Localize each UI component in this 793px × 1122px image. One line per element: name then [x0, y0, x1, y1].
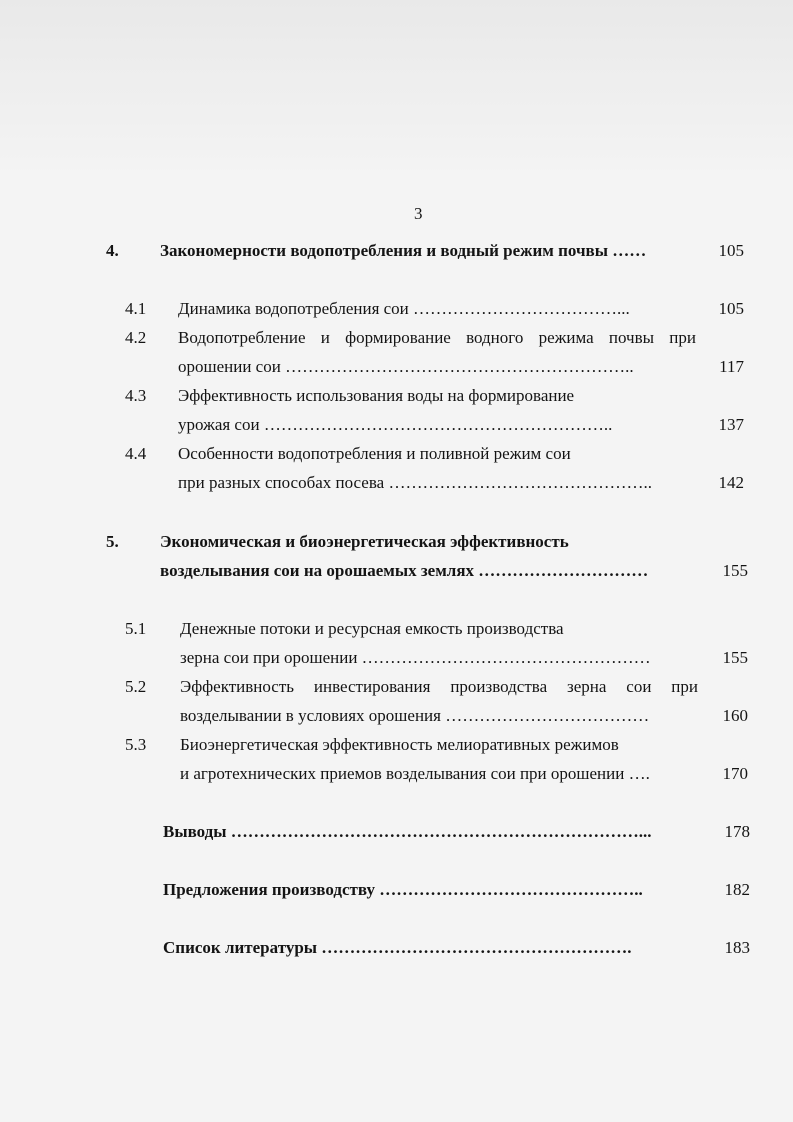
proposals-title: Предложения производству ………………………………………..	[163, 880, 643, 899]
section-number: 5.1	[125, 619, 147, 638]
section-title: Особенности водопотребления и поливной режим сои	[178, 444, 571, 463]
chapter-5-title: Экономическая и биоэнергетическая эффективность	[160, 532, 569, 551]
section-number: 5.3	[125, 735, 147, 754]
section-number: 4.3	[125, 386, 147, 405]
page-number: 3	[414, 204, 423, 223]
section-title-cont: и агротехнических приемов возделывания сои при орошении ….	[180, 764, 650, 783]
section-number: 4.4	[125, 444, 147, 463]
section-title: Эффективность использования воды на формирование	[178, 386, 575, 405]
section-title: Эффективность инвестирования производства зерна сои при	[180, 677, 698, 696]
chapter-4-number: 4.	[106, 241, 119, 260]
section-page: 105	[718, 299, 744, 318]
chapter-5-number: 5.	[106, 532, 119, 551]
section-page: 160	[722, 706, 748, 725]
page-shading	[0, 0, 793, 180]
references-page: 183	[724, 938, 750, 957]
section-number: 4.1	[125, 299, 147, 318]
section-title-cont: зерна сои при орошении ……………………………………………	[180, 648, 651, 667]
chapter-5-title-cont: возделывания сои на орошаемых землях …………………………	[160, 561, 649, 580]
section-page: 142	[718, 473, 744, 492]
section-title-cont: орошении сои ……………………………………………………..	[178, 357, 634, 376]
section-title: Динамика водопотребления сои ………………………………...	[178, 299, 630, 318]
section-page: 137	[718, 415, 744, 434]
section-title-cont: урожая сои ……………………………………………………..	[178, 415, 613, 434]
section-page: 117	[719, 357, 744, 376]
chapter-5-page: 155	[722, 561, 748, 580]
chapter-4-title: Закономерности водопотребления и водный режим почвы ……	[160, 241, 647, 260]
section-page: 170	[722, 764, 748, 783]
section-title: Биоэнергетическая эффективность мелиоративных режимов	[180, 735, 619, 754]
section-number: 5.2	[125, 677, 147, 696]
references-title: Список литературы ……………………………………………….	[163, 938, 632, 957]
section-title-cont: при разных способах посева ………………………………………..	[178, 473, 652, 492]
chapter-4-page: 105	[718, 241, 744, 260]
section-page: 155	[722, 648, 748, 667]
section-title: Денежные потоки и ресурсная емкость производства	[180, 619, 564, 638]
section-title: Водопотребление и формирование водного режима почвы при	[178, 328, 696, 347]
conclusions-title: Выводы ………………………………………………………………...	[163, 822, 652, 841]
proposals-page: 182	[724, 880, 750, 899]
section-number: 4.2	[125, 328, 147, 347]
section-title-cont: возделывании в условиях орошения ………………………………	[180, 706, 650, 725]
conclusions-page: 178	[724, 822, 750, 841]
